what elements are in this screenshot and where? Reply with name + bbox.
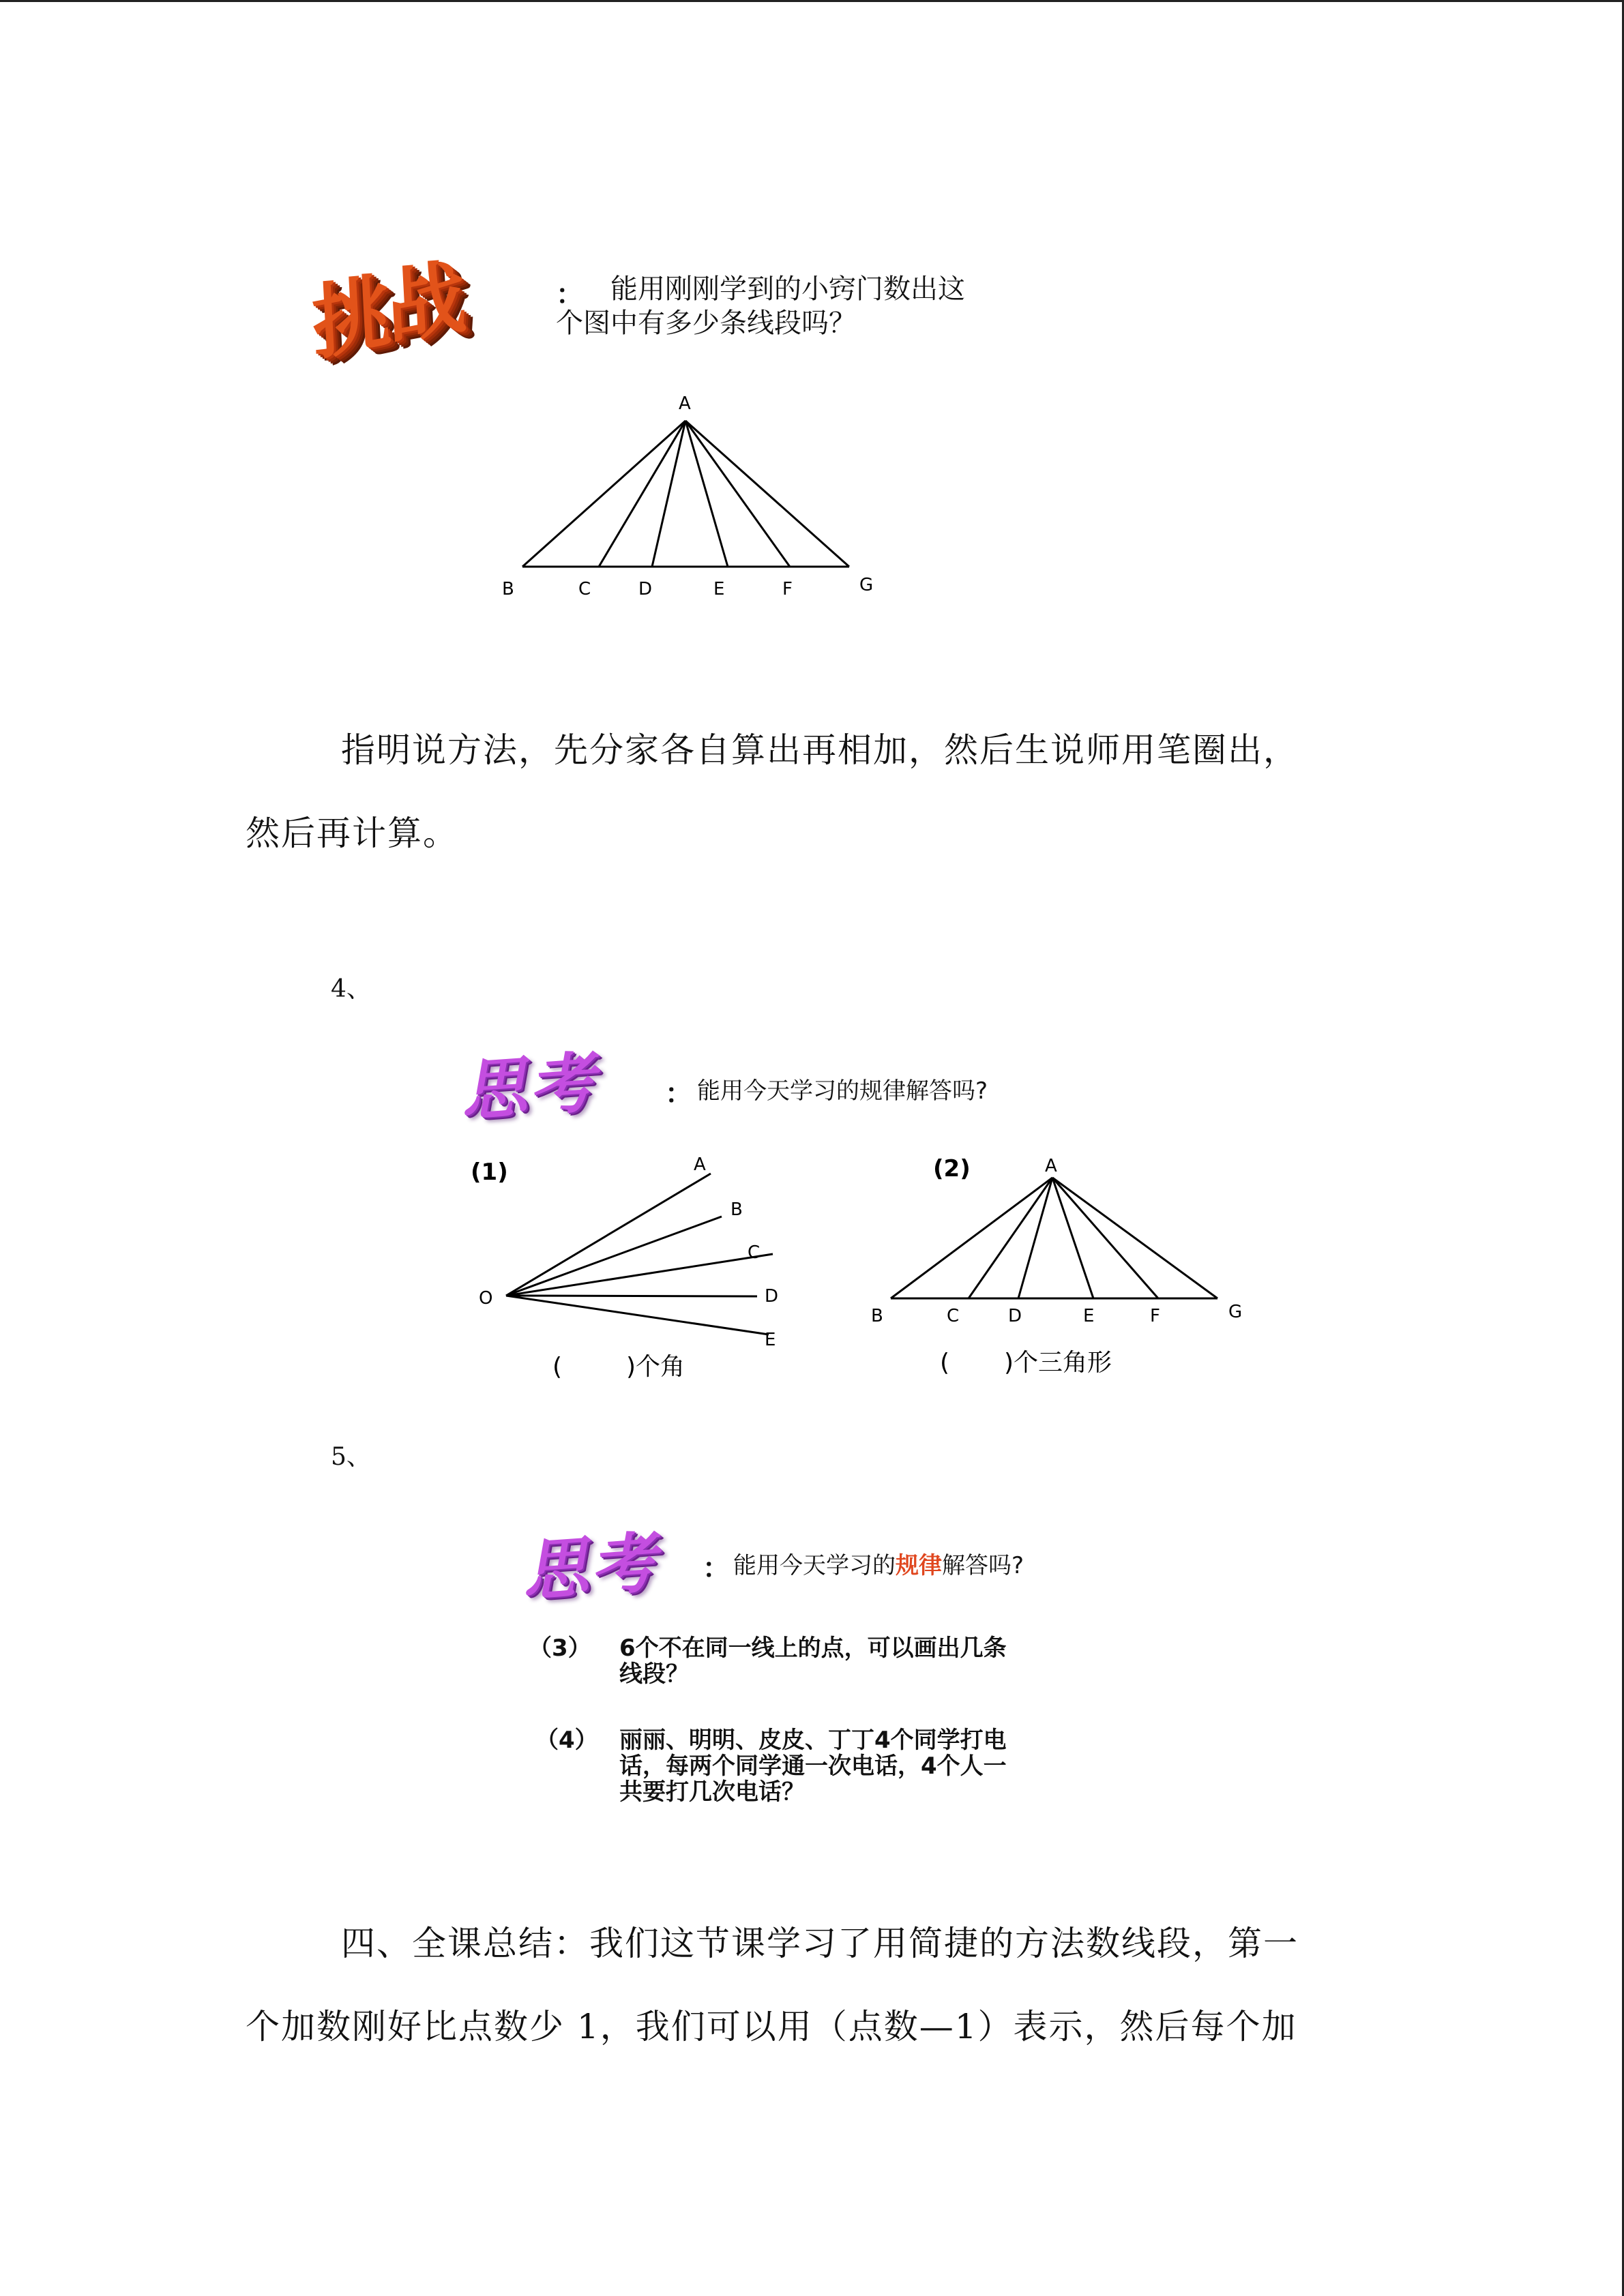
- segment2-AC: [969, 1178, 1052, 1298]
- item4-question: 能用今天学习的规律解答吗?: [697, 1077, 988, 1105]
- point-label-D: D: [638, 579, 653, 599]
- item4-number: 4、: [331, 975, 371, 1003]
- tri2-label-E: E: [1083, 1306, 1095, 1326]
- q4-label: （4）: [535, 1727, 598, 1754]
- segment-AG: [685, 421, 849, 567]
- challenge-triangle-figure: [477, 382, 900, 607]
- q3-label: （3）: [529, 1635, 591, 1662]
- q4-line2: 话，每两个同学通一次电话，4个人一: [619, 1753, 1007, 1780]
- item5-question-post: 解答吗?: [942, 1552, 1024, 1579]
- item4-colon: ：: [665, 1078, 692, 1109]
- point-label-C: C: [578, 579, 591, 599]
- angle-rays: [506, 1174, 773, 1335]
- item5-question-pre: 能用今天学习的: [733, 1552, 896, 1579]
- ray-label-A: A: [694, 1154, 706, 1175]
- segment-AE: [685, 421, 728, 567]
- ray-OB: [506, 1217, 722, 1296]
- q4-line1: 丽丽、明明、皮皮、丁丁4个同学打电: [619, 1727, 1007, 1754]
- segment2-AG: [1052, 1178, 1217, 1298]
- triangle-lines: [522, 421, 849, 567]
- triangle2-lines: [891, 1178, 1217, 1298]
- segment-AF: [685, 421, 790, 567]
- figure1-caption-close: )个角: [626, 1353, 685, 1381]
- challenge-question-line2: 个图中有多少条线段吗？: [556, 308, 856, 339]
- figure1-title: (1): [471, 1159, 508, 1186]
- segment2-AE: [1052, 1178, 1093, 1298]
- figure1-caption-open: (: [552, 1353, 563, 1381]
- point-label-B: B: [502, 579, 514, 599]
- ray-OE: [506, 1296, 769, 1335]
- ray-OC: [506, 1254, 773, 1296]
- challenge-colon: ：: [556, 279, 583, 310]
- ray-label-B: B: [730, 1199, 743, 1220]
- page-top-border: [0, 0, 1624, 2]
- q4-line3: 共要打几次电话？: [619, 1778, 805, 1806]
- segment-AC: [599, 421, 685, 567]
- item4-angle-figure: [464, 1152, 818, 1384]
- item5-think-wordart: 思考: [519, 1523, 662, 1610]
- ray-label-C: C: [748, 1242, 761, 1263]
- figure2-caption-close: )个三角形: [1004, 1349, 1112, 1377]
- challenge-question-line1: 能用刚刚学到的小窍门数出这: [610, 273, 965, 305]
- point-label-G: G: [859, 575, 874, 595]
- q3-line2: 线段？: [619, 1660, 689, 1688]
- segment2-AB: [891, 1178, 1052, 1298]
- tri2-label-G: G: [1228, 1302, 1243, 1322]
- segment2-AF: [1052, 1178, 1158, 1298]
- segment2-AD: [1018, 1178, 1052, 1298]
- item4-triangle-figure: [859, 1152, 1269, 1384]
- figure2-title: (2): [933, 1155, 971, 1182]
- summary-line2: 个加数刚好比点数少 1，我们可以用（点数—1）表示，然后每个加: [246, 2007, 1297, 2046]
- ray-OA: [506, 1174, 711, 1296]
- paragraph1-line1: 指明说方法，先分家各自算出再相加，然后生说师用笔圈出，: [341, 730, 1299, 770]
- summary-line1: 四、全课总结：我们这节课学习了用简捷的方法数线段，第一: [341, 1924, 1299, 1963]
- ray-label-E: E: [765, 1330, 776, 1350]
- item5-question-highlight: 规律: [896, 1552, 942, 1579]
- point-label-A: A: [679, 393, 691, 414]
- tri2-label-D: D: [1008, 1306, 1022, 1326]
- tri2-label-C: C: [947, 1306, 960, 1326]
- figure2-caption-open: (: [940, 1349, 950, 1377]
- ray-label-D: D: [765, 1286, 779, 1307]
- tri2-label-B: B: [871, 1306, 883, 1326]
- tri2-label-A: A: [1045, 1156, 1057, 1176]
- paragraph1-line2: 然后再计算。: [246, 814, 458, 853]
- item5-number: 5、: [331, 1443, 371, 1471]
- item4-think-wordart: 思考: [458, 1043, 600, 1130]
- challenge-wordart: 挑战: [309, 248, 465, 373]
- segment-AD: [652, 421, 685, 567]
- ray-label-O: O: [479, 1288, 493, 1309]
- tri2-label-F: F: [1150, 1306, 1160, 1326]
- point-label-F: F: [782, 579, 793, 599]
- item5-colon: ：: [703, 1553, 730, 1584]
- point-label-E: E: [713, 579, 725, 599]
- segment-AB: [522, 421, 685, 567]
- q3-line1: 6个不在同一线上的点，可以画出几条: [619, 1635, 1007, 1662]
- item5-question: [733, 1547, 1024, 1580]
